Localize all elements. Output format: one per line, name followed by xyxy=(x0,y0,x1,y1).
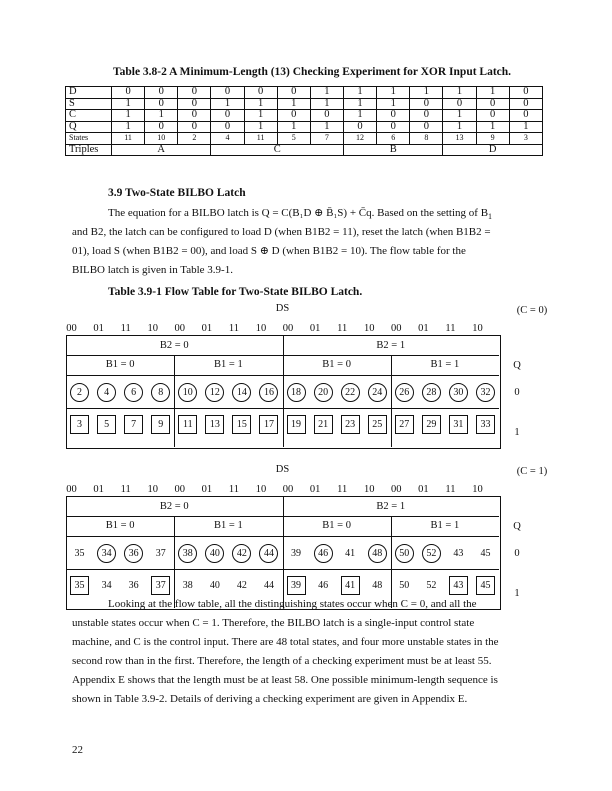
section-para1-line4: BILBO latch is given in Table 3.9-1. xyxy=(72,264,233,276)
table-cell: 3 xyxy=(509,133,542,145)
row-label: D xyxy=(66,87,112,99)
stable-state-circled: 36 xyxy=(124,544,143,563)
q-header: Q xyxy=(513,521,521,532)
grid-divider xyxy=(66,408,499,409)
b1-label: B1 = 1 xyxy=(430,520,460,531)
table-cell: 1 xyxy=(377,98,410,110)
triple-group: B xyxy=(343,144,442,156)
stable-state-circled: 42 xyxy=(232,544,251,563)
b1-label: B1 = 0 xyxy=(105,359,135,370)
stable-state-circled: 28 xyxy=(422,383,441,402)
column-code: 01 xyxy=(309,484,321,495)
state-cell: 46 xyxy=(318,580,329,591)
table-cell: 0 xyxy=(410,98,443,110)
stable-state-circled: 30 xyxy=(449,383,468,402)
row-label: Q xyxy=(66,121,112,133)
column-code: 01 xyxy=(418,484,429,495)
state-boxed: 17 xyxy=(259,415,278,434)
table-cell: 0 xyxy=(145,87,178,99)
table-cell: 1 xyxy=(410,87,443,99)
state-cell: 48 xyxy=(372,580,383,591)
state-cell: 40 xyxy=(209,580,220,591)
section-para1-line1: The equation for a BILBO latch is Q = C(B₁D ⊕ B̄₁S) + C̄q. Based on the setting of $B_1$ xyxy=(108,207,493,222)
column-code: 10 xyxy=(363,323,375,334)
state-boxed: 19 xyxy=(287,415,306,434)
column-code: 01 xyxy=(418,323,429,334)
stable-state-circled: 34 xyxy=(97,544,116,563)
b2-label: B2 = 0 xyxy=(159,340,189,351)
table-cell: 9 xyxy=(476,133,509,145)
table-cell: 0 xyxy=(509,98,542,110)
column-code: 10 xyxy=(147,323,158,334)
column-code: 00 xyxy=(174,484,186,495)
column-code: 01 xyxy=(93,484,104,495)
column-code: 11 xyxy=(445,323,456,334)
table-cell: 1 xyxy=(476,121,509,133)
column-code: 10 xyxy=(472,323,483,334)
table-cell: 0 xyxy=(310,110,343,122)
table-cell: 0 xyxy=(377,110,410,122)
column-code: 11 xyxy=(337,323,348,334)
table-cell: 11 xyxy=(244,133,277,145)
bilbo-equation: Q = C(B₁D ⊕ B̄₁S) + C̄q xyxy=(261,207,372,219)
stable-state-circled: 32 xyxy=(476,383,495,402)
column-code: 01 xyxy=(309,323,321,334)
state-boxed: 39 xyxy=(287,576,306,595)
stable-state-circled: 10 xyxy=(178,383,197,402)
stable-state-circled: 14 xyxy=(232,383,251,402)
column-code: 11 xyxy=(120,323,131,334)
state-cell: 43 xyxy=(453,548,464,559)
table-cell: 0 xyxy=(178,110,211,122)
table-cell: 0 xyxy=(476,110,509,122)
table-cell: 0 xyxy=(112,87,145,99)
state-boxed: 5 xyxy=(97,415,116,434)
table-cell: 1 xyxy=(211,98,244,110)
stable-state-circled: 16 xyxy=(259,383,278,402)
table-cell: 1 xyxy=(509,121,542,133)
c-label: (C = 0) xyxy=(516,305,548,316)
stable-state-circled: 40 xyxy=(205,544,224,563)
q-value: 0 xyxy=(514,387,520,398)
column-code: 11 xyxy=(228,484,239,495)
table-cell: 1 xyxy=(244,121,277,133)
stable-state-circled: 6 xyxy=(124,383,143,402)
table-cell: 0 xyxy=(145,121,178,133)
b2-label: B2 = 1 xyxy=(376,501,406,512)
state-boxed: 25 xyxy=(368,415,387,434)
stable-state-circled: 4 xyxy=(97,383,116,402)
state-boxed: 45 xyxy=(476,576,495,595)
table-cell: 1 xyxy=(112,98,145,110)
state-boxed: 29 xyxy=(422,415,441,434)
state-cell: 50 xyxy=(399,580,410,591)
state-cell: 44 xyxy=(263,580,274,591)
column-code: 10 xyxy=(255,323,267,334)
b1-label: B1 = 1 xyxy=(214,520,243,531)
table-cell: 2 xyxy=(178,133,211,145)
closing-paragraph-line: machine, and C is the control input. There are 48 total states, and four more unstable states in the xyxy=(72,636,499,648)
stable-state-circled: 38 xyxy=(178,544,197,563)
stable-state-circled: 12 xyxy=(205,383,224,402)
column-code: 10 xyxy=(472,484,483,495)
table-cell: 0 xyxy=(443,98,476,110)
table-382 xyxy=(65,86,543,156)
column-code: 00 xyxy=(66,323,77,334)
state-boxed: 23 xyxy=(341,415,360,434)
stable-state-circled: 24 xyxy=(368,383,387,402)
state-boxed: 7 xyxy=(124,415,143,434)
table-cell: 0 xyxy=(145,98,178,110)
closing-paragraph-line: Looking at the flow table, all the distinguishing states occur when C = 0, and all the xyxy=(108,598,477,610)
grid-divider xyxy=(66,375,499,376)
table-cell: 1 xyxy=(310,87,343,99)
state-boxed: 27 xyxy=(395,415,414,434)
table-cell: 0 xyxy=(277,87,310,99)
table-cell: 1 xyxy=(112,110,145,122)
column-code: 00 xyxy=(282,484,294,495)
table-cell: 0 xyxy=(509,110,542,122)
table-cell: 1 xyxy=(476,87,509,99)
table-cell: 0 xyxy=(178,98,211,110)
table-cell: 4 xyxy=(211,133,244,145)
table-391-caption: Table 3.9-1 Flow Table for Two-State BILBO Latch. xyxy=(108,286,363,298)
column-code: 00 xyxy=(391,323,402,334)
table-cell: 12 xyxy=(343,133,376,145)
table-cell: 1 xyxy=(377,87,410,99)
column-code: 11 xyxy=(445,484,456,495)
table-cell: 0 xyxy=(410,110,443,122)
column-code: 01 xyxy=(201,323,213,334)
b1-label: B1 = 0 xyxy=(105,520,135,531)
table-cell: 0 xyxy=(509,87,542,99)
table-cell: 1 xyxy=(112,121,145,133)
table-cell: 8 xyxy=(410,133,443,145)
closing-paragraph-line: shown in Table 3.9-2. Details of deriving a checking experiment are given in Appendix E. xyxy=(72,693,468,705)
q-value: 1 xyxy=(514,588,520,599)
table-382-caption: Table 3.8-2 A Minimum-Length (13) Checking Experiment for XOR Input Latch. xyxy=(113,66,512,78)
table-cell: 1 xyxy=(443,110,476,122)
table-cell: 10 xyxy=(145,133,178,145)
table-cell: 1 xyxy=(443,121,476,133)
column-code: 00 xyxy=(282,323,294,334)
c-label: (C = 1) xyxy=(516,466,548,477)
state-boxed: 9 xyxy=(151,415,170,434)
page-number: 22 xyxy=(72,744,83,756)
state-boxed: 3 xyxy=(70,415,89,434)
table-cell: 0 xyxy=(377,121,410,133)
table-cell: 1 xyxy=(244,110,277,122)
table-cell: 0 xyxy=(244,87,277,99)
section-para1-line2: and B2, the latch can be configured to load D (when B1B2 = 11), reset the latch (when B1B2 = xyxy=(72,226,491,238)
table-cell: 6 xyxy=(377,133,410,145)
b1-label: B1 = 0 xyxy=(322,520,351,531)
triple-group: D xyxy=(443,144,543,156)
table-cell: 7 xyxy=(310,133,343,145)
column-code: 00 xyxy=(391,484,402,495)
stable-state-circled: 52 xyxy=(422,544,441,563)
state-cell: 52 xyxy=(426,580,437,591)
section-para1-line3: 01), load S (when B1B2 = 00), and load S ⊕ D (when B1B2 = 10). The flow table for the xyxy=(72,245,466,257)
grid-divider xyxy=(66,355,499,356)
row-label: States xyxy=(66,133,112,145)
grid-divider xyxy=(66,569,499,570)
table-cell: 1 xyxy=(310,98,343,110)
table-cell: 1 xyxy=(310,121,343,133)
column-code: 11 xyxy=(228,323,239,334)
state-boxed: 35 xyxy=(70,576,89,595)
stable-state-circled: 50 xyxy=(395,544,414,563)
grid-divider xyxy=(66,536,499,537)
table-cell: 0 xyxy=(178,87,211,99)
stable-state-circled: 22 xyxy=(341,383,360,402)
b1-label: B1 = 0 xyxy=(322,359,351,370)
closing-paragraph-line: unstable states occur when C = 1. Therefore, the BILBO latch is a single-input control state xyxy=(72,617,475,629)
table-cell: 0 xyxy=(211,121,244,133)
state-boxed: 21 xyxy=(314,415,333,434)
ds-label: DS xyxy=(275,464,290,475)
table-cell: 11 xyxy=(112,133,145,145)
stable-state-circled: 48 xyxy=(368,544,387,563)
stable-state-circled: 26 xyxy=(395,383,414,402)
table-cell: 0 xyxy=(343,121,376,133)
b2-label: B2 = 1 xyxy=(376,340,406,351)
table-cell: 1 xyxy=(343,110,376,122)
section-heading: 3.9 Two-State BILBO Latch xyxy=(108,187,246,199)
closing-paragraph-line: second row than in the first. Therefore, the length of a checking experiment must be at least 55. xyxy=(72,655,492,667)
stable-state-circled: 44 xyxy=(259,544,278,563)
row-label: S xyxy=(66,98,112,110)
ds-label: DS xyxy=(275,303,290,314)
state-boxed: 33 xyxy=(476,415,495,434)
table-cell: 0 xyxy=(277,110,310,122)
grid-divider xyxy=(283,496,284,608)
closing-paragraph-line: Appendix E shows that the length must be at least 58. One possible minimum-length sequence is xyxy=(72,674,498,686)
column-code: 11 xyxy=(337,484,348,495)
state-boxed: 41 xyxy=(341,576,360,595)
grid-divider xyxy=(283,335,284,447)
stable-state-circled: 46 xyxy=(314,544,333,563)
state-cell: 38 xyxy=(182,580,193,591)
q-value: 1 xyxy=(514,427,520,438)
state-cell: 41 xyxy=(345,548,356,559)
state-boxed: 31 xyxy=(449,415,468,434)
table-cell: 1 xyxy=(343,98,376,110)
state-boxed: 13 xyxy=(205,415,224,434)
table-cell: 1 xyxy=(145,110,178,122)
row-label: Triples xyxy=(66,144,112,156)
table-cell: 1 xyxy=(343,87,376,99)
state-boxed: 37 xyxy=(151,576,170,595)
column-code: 00 xyxy=(174,323,186,334)
table-cell: 1 xyxy=(277,98,310,110)
table-cell: 0 xyxy=(178,121,211,133)
stable-state-circled: 2 xyxy=(70,383,89,402)
table-cell: 0 xyxy=(410,121,443,133)
state-cell: 39 xyxy=(291,548,302,559)
b2-label: B2 = 0 xyxy=(159,501,189,512)
table-cell: 5 xyxy=(277,133,310,145)
stable-state-circled: 20 xyxy=(314,383,333,402)
state-cell: 37 xyxy=(155,548,166,559)
stable-state-circled: 8 xyxy=(151,383,170,402)
state-cell: 42 xyxy=(236,580,247,591)
q-value: 0 xyxy=(514,548,520,559)
state-cell: 34 xyxy=(101,580,112,591)
state-boxed: 43 xyxy=(449,576,468,595)
column-code: 10 xyxy=(147,484,158,495)
column-code: 01 xyxy=(201,484,213,495)
grid-divider xyxy=(66,516,499,517)
column-code: 11 xyxy=(120,484,131,495)
column-code: 10 xyxy=(255,484,267,495)
row-label: C xyxy=(66,110,112,122)
column-code: 10 xyxy=(363,484,375,495)
table-cell: 0 xyxy=(211,110,244,122)
column-code: 00 xyxy=(66,484,77,495)
table-cell: 13 xyxy=(443,133,476,145)
table-cell: 1 xyxy=(244,98,277,110)
stable-state-circled: 18 xyxy=(287,383,306,402)
table-cell: 0 xyxy=(476,98,509,110)
table-cell: 1 xyxy=(443,87,476,99)
state-cell: 36 xyxy=(128,580,139,591)
triple-group: A xyxy=(112,144,211,156)
state-cell: 45 xyxy=(480,548,491,559)
state-boxed: 15 xyxy=(232,415,251,434)
column-code: 01 xyxy=(93,323,104,334)
b1-label: B1 = 1 xyxy=(430,359,460,370)
q-header: Q xyxy=(513,360,521,371)
state-boxed: 11 xyxy=(178,415,197,434)
b1-label: B1 = 1 xyxy=(214,359,243,370)
triple-group: C xyxy=(211,144,344,156)
state-cell: 35 xyxy=(74,548,85,559)
table-cell: 0 xyxy=(211,87,244,99)
table-cell: 1 xyxy=(277,121,310,133)
